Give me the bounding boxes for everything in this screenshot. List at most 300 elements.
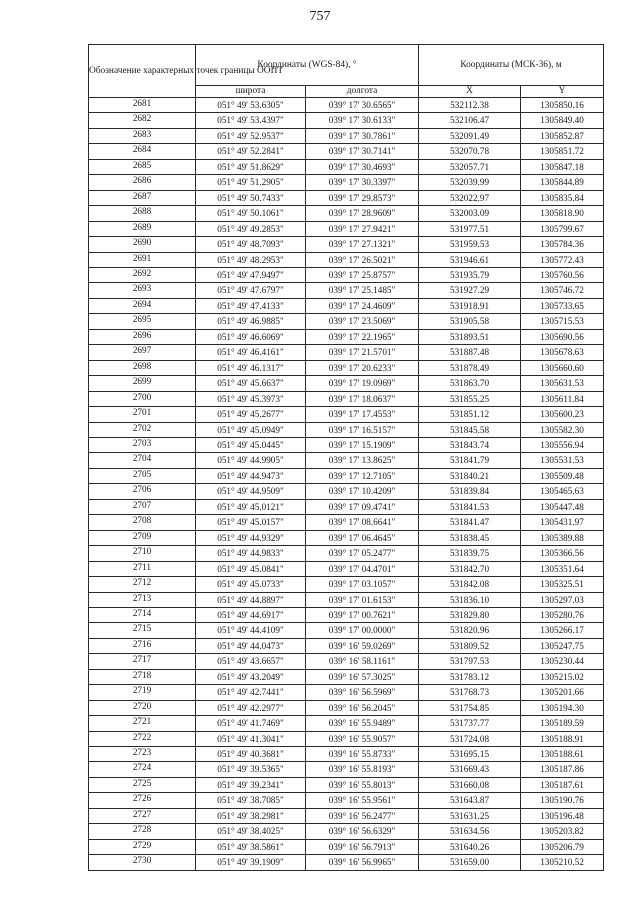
cell-x: 531842.08: [419, 577, 521, 592]
cell-latitude: 051° 49' 47.9497": [196, 267, 306, 282]
page-number: 757: [309, 9, 331, 24]
cell-point: 2719: [89, 685, 196, 700]
cell-latitude: 051° 49' 44.6917": [196, 607, 306, 622]
cell-point: 2694: [89, 298, 196, 313]
cell-x: 532106.47: [419, 113, 521, 128]
cell-x: 531887.48: [419, 345, 521, 360]
cell-x: 531845.58: [419, 422, 521, 437]
cell-point: 2723: [89, 747, 196, 762]
table-row: [89, 577, 604, 592]
cell-y: 1305297.03: [521, 592, 604, 607]
table-row: [89, 777, 604, 792]
cell-point: 2703: [89, 437, 196, 452]
cell-x: 531840.21: [419, 468, 521, 483]
table-row: [89, 484, 604, 499]
table-row: [89, 360, 604, 375]
cell-latitude: 051° 49' 46.6069": [196, 329, 306, 344]
table-row: [89, 716, 604, 731]
cell-latitude: 051° 49' 39.1909": [196, 855, 306, 870]
header-wgs84: Координаты (WGS-84), °: [196, 45, 419, 86]
cell-latitude: 051° 49' 44.9509": [196, 484, 306, 499]
cell-longitude: 039° 17' 25.8757": [306, 267, 419, 282]
cell-x: 532039.99: [419, 175, 521, 190]
cell-latitude: 051° 49' 44.0473": [196, 638, 306, 653]
cell-point: 2711: [89, 561, 196, 576]
cell-point: 2687: [89, 190, 196, 205]
cell-longitude: 039° 16' 55.9057": [306, 731, 419, 746]
cell-longitude: 039° 17' 12.7105": [306, 468, 419, 483]
cell-x: 531809.52: [419, 638, 521, 653]
cell-y: 1305582.30: [521, 422, 604, 437]
cell-point: 2681: [89, 98, 196, 113]
cell-latitude: 051° 49' 45.3973": [196, 391, 306, 406]
cell-point: 2692: [89, 267, 196, 282]
cell-point: 2684: [89, 144, 196, 159]
cell-longitude: 039° 17' 25.1485": [306, 283, 419, 298]
cell-longitude: 039° 16' 56.5969": [306, 685, 419, 700]
cell-y: 1305187.61: [521, 777, 604, 792]
cell-y: 1305325.51: [521, 577, 604, 592]
cell-point: 2691: [89, 252, 196, 267]
cell-longitude: 039° 17' 08.6641": [306, 515, 419, 530]
cell-point: 2717: [89, 654, 196, 669]
cell-point: 2697: [89, 345, 196, 360]
cell-latitude: 051° 49' 48.2953": [196, 252, 306, 267]
table-row: [89, 376, 604, 391]
cell-y: 1305760.56: [521, 267, 604, 282]
cell-x: 532070.78: [419, 144, 521, 159]
cell-y: 1305188.61: [521, 747, 604, 762]
table-row: [89, 221, 604, 236]
cell-y: 1305447.48: [521, 499, 604, 514]
cell-longitude: 039° 16' 56.9965": [306, 855, 419, 870]
table-row: [89, 345, 604, 360]
table-row: [89, 267, 604, 282]
cell-latitude: 051° 49' 50.1061": [196, 206, 306, 221]
cell-longitude: 039° 17' 03.1057": [306, 577, 419, 592]
cell-y: 1305431.97: [521, 515, 604, 530]
cell-longitude: 039° 17' 27.1321": [306, 237, 419, 252]
cell-point: 2725: [89, 777, 196, 792]
cell-y: 1305850.16: [521, 98, 604, 113]
cell-x: 532003.09: [419, 206, 521, 221]
header-latitude: широта: [196, 86, 306, 98]
cell-point: 2727: [89, 808, 196, 823]
table-row: [89, 638, 604, 653]
cell-y: 1305631.53: [521, 376, 604, 391]
table-row: [89, 669, 604, 684]
cell-y: 1305600.23: [521, 407, 604, 422]
table-row: [89, 700, 604, 715]
cell-longitude: 039° 17' 16.5157": [306, 422, 419, 437]
cell-x: 531878.49: [419, 360, 521, 375]
header-msk36: Координаты (МСК-36), м: [419, 45, 604, 86]
cell-x: 531820.96: [419, 623, 521, 638]
cell-point: 2706: [89, 484, 196, 499]
cell-x: 531768.73: [419, 685, 521, 700]
cell-y: 1305531.53: [521, 453, 604, 468]
cell-latitude: 051° 49' 41.7469": [196, 716, 306, 731]
cell-y: 1305266.17: [521, 623, 604, 638]
table-row: [89, 468, 604, 483]
table-row: [89, 422, 604, 437]
cell-x: 531797.53: [419, 654, 521, 669]
cell-longitude: 039° 17' 28.9609": [306, 206, 419, 221]
cell-latitude: 051° 49' 42.7441": [196, 685, 306, 700]
cell-x: 531836.10: [419, 592, 521, 607]
cell-y: 1305746.72: [521, 283, 604, 298]
cell-x: 532112.38: [419, 98, 521, 113]
cell-latitude: 051° 49' 52.9537": [196, 128, 306, 143]
cell-longitude: 039° 16' 56.2477": [306, 808, 419, 823]
cell-latitude: 051° 49' 45.6637": [196, 376, 306, 391]
cell-y: 1305799.67: [521, 221, 604, 236]
table-row: [89, 592, 604, 607]
cell-latitude: 051° 49' 40.3681": [196, 747, 306, 762]
cell-y: 1305556.94: [521, 437, 604, 452]
cell-x: 531977.51: [419, 221, 521, 236]
cell-longitude: 039° 17' 04.4701": [306, 561, 419, 576]
cell-y: 1305194.30: [521, 700, 604, 715]
header-y: Y: [521, 86, 604, 98]
table-row: [89, 144, 604, 159]
cell-longitude: 039° 16' 56.7913": [306, 839, 419, 854]
cell-y: 1305818.90: [521, 206, 604, 221]
cell-longitude: 039° 17' 23.5069": [306, 314, 419, 329]
cell-point: 2696: [89, 329, 196, 344]
cell-x: 531839.75: [419, 546, 521, 561]
cell-x: 531631.25: [419, 808, 521, 823]
cell-x: 532091.49: [419, 128, 521, 143]
cell-point: 2690: [89, 237, 196, 252]
cell-x: 531863.70: [419, 376, 521, 391]
cell-longitude: 039° 17' 21.5701": [306, 345, 419, 360]
cell-point: 2730: [89, 855, 196, 870]
cell-y: 1305465.63: [521, 484, 604, 499]
table-row: [89, 329, 604, 344]
cell-y: 1305733.65: [521, 298, 604, 313]
table-row: [89, 747, 604, 762]
boundary-coordinates-table: [88, 44, 604, 871]
cell-longitude: 039° 17' 01.6153": [306, 592, 419, 607]
cell-latitude: 051° 49' 46.1317": [196, 360, 306, 375]
cell-point: 2707: [89, 499, 196, 514]
cell-latitude: 051° 49' 39.5365": [196, 762, 306, 777]
cell-x: 531841.53: [419, 499, 521, 514]
table-row: [89, 839, 604, 854]
cell-y: 1305389.88: [521, 530, 604, 545]
cell-point: 2722: [89, 731, 196, 746]
cell-x: 531783.12: [419, 669, 521, 684]
cell-longitude: 039° 17' 26.5021": [306, 252, 419, 267]
cell-latitude: 051° 49' 51.8629": [196, 159, 306, 174]
cell-longitude: 039° 17' 24.4609": [306, 298, 419, 313]
cell-latitude: 051° 49' 39.2341": [196, 777, 306, 792]
cell-y: 1305852.87: [521, 128, 604, 143]
cell-x: 532057.71: [419, 159, 521, 174]
cell-latitude: 051° 49' 49.2853": [196, 221, 306, 236]
table-row: [89, 731, 604, 746]
cell-x: 531855.25: [419, 391, 521, 406]
cell-longitude: 039° 17' 19.0969": [306, 376, 419, 391]
cell-longitude: 039° 16' 59.0269": [306, 638, 419, 653]
cell-latitude: 051° 49' 44.8897": [196, 592, 306, 607]
cell-y: 1305772.43: [521, 252, 604, 267]
cell-point: 2712: [89, 577, 196, 592]
cell-x: 531935.79: [419, 267, 521, 282]
table-row: [89, 298, 604, 313]
cell-y: 1305215.02: [521, 669, 604, 684]
cell-y: 1305351.64: [521, 561, 604, 576]
cell-longitude: 039° 17' 00.7621": [306, 607, 419, 622]
cell-x: 531927.29: [419, 283, 521, 298]
cell-point: 2700: [89, 391, 196, 406]
cell-point: 2710: [89, 546, 196, 561]
table-row: [89, 391, 604, 406]
cell-x: 531851.12: [419, 407, 521, 422]
cell-latitude: 051° 49' 52.2841": [196, 144, 306, 159]
cell-x: 531946.61: [419, 252, 521, 267]
cell-y: 1305188.91: [521, 731, 604, 746]
table-row: [89, 623, 604, 638]
table-row: [89, 607, 604, 622]
cell-y: 1305210.52: [521, 855, 604, 870]
table-row: [89, 113, 604, 128]
cell-longitude: 039° 17' 18.0637": [306, 391, 419, 406]
cell-longitude: 039° 17' 13.8625": [306, 453, 419, 468]
cell-longitude: 039° 16' 55.9489": [306, 716, 419, 731]
cell-x: 531829.80: [419, 607, 521, 622]
cell-longitude: 039° 16' 58.1161": [306, 654, 419, 669]
cell-latitude: 051° 49' 45.0841": [196, 561, 306, 576]
cell-latitude: 051° 49' 45.2677": [196, 407, 306, 422]
cell-point: 2726: [89, 793, 196, 808]
cell-point: 2702: [89, 422, 196, 437]
table-row: [89, 515, 604, 530]
cell-y: 1305611.84: [521, 391, 604, 406]
cell-point: 2713: [89, 592, 196, 607]
cell-longitude: 039° 17' 06.4645": [306, 530, 419, 545]
cell-y: 1305247.75: [521, 638, 604, 653]
cell-point: 2686: [89, 175, 196, 190]
cell-y: 1305847.18: [521, 159, 604, 174]
table-row: [89, 561, 604, 576]
cell-y: 1305201.66: [521, 685, 604, 700]
cell-x: 531659.00: [419, 855, 521, 870]
table-row: [89, 175, 604, 190]
cell-y: 1305660.60: [521, 360, 604, 375]
table-row: [89, 499, 604, 514]
table-row: [89, 283, 604, 298]
cell-point: 2720: [89, 700, 196, 715]
cell-x: 531842.70: [419, 561, 521, 576]
table-body: [89, 98, 604, 871]
cell-x: 531841.79: [419, 453, 521, 468]
cell-point: 2682: [89, 113, 196, 128]
cell-y: 1305849.40: [521, 113, 604, 128]
cell-longitude: 039° 17' 20.6233": [306, 360, 419, 375]
cell-x: 531754.85: [419, 700, 521, 715]
table-row: [89, 685, 604, 700]
cell-latitude: 051° 49' 51.2905": [196, 175, 306, 190]
cell-x: 531724.08: [419, 731, 521, 746]
table-row: [89, 206, 604, 221]
cell-y: 1305366.56: [521, 546, 604, 561]
cell-point: 2728: [89, 824, 196, 839]
cell-latitude: 051° 49' 38.7085": [196, 793, 306, 808]
cell-x: 531669.43: [419, 762, 521, 777]
cell-longitude: 039° 16' 55.8733": [306, 747, 419, 762]
cell-longitude: 039° 17' 30.7141": [306, 144, 419, 159]
table-row: [89, 252, 604, 267]
cell-x: 532022.97: [419, 190, 521, 205]
cell-x: 531737.77: [419, 716, 521, 731]
cell-x: 531839.84: [419, 484, 521, 499]
cell-point: 2695: [89, 314, 196, 329]
cell-longitude: 039° 17' 15.1909": [306, 437, 419, 452]
header-longitude: долгота: [306, 86, 419, 98]
cell-longitude: 039° 16' 56.2045": [306, 700, 419, 715]
table-row: [89, 824, 604, 839]
table-row: [89, 98, 604, 113]
cell-point: 2704: [89, 453, 196, 468]
cell-latitude: 051° 49' 46.4161": [196, 345, 306, 360]
cell-longitude: 039° 17' 17.4553": [306, 407, 419, 422]
cell-x: 531838.45: [419, 530, 521, 545]
cell-point: 2698: [89, 360, 196, 375]
cell-point: 2689: [89, 221, 196, 236]
cell-latitude: 051° 49' 44.9473": [196, 468, 306, 483]
cell-longitude: 039° 16' 55.8193": [306, 762, 419, 777]
table-row: [89, 407, 604, 422]
cell-x: 531905.58: [419, 314, 521, 329]
cell-latitude: 051° 49' 43.6657": [196, 654, 306, 669]
cell-latitude: 051° 49' 45.0733": [196, 577, 306, 592]
cell-latitude: 051° 49' 47.4133": [196, 298, 306, 313]
header-x: X: [419, 86, 521, 98]
cell-point: 2683: [89, 128, 196, 143]
cell-point: 2721: [89, 716, 196, 731]
cell-latitude: 051° 49' 38.4025": [196, 824, 306, 839]
table-row: [89, 128, 604, 143]
cell-y: 1305844.89: [521, 175, 604, 190]
cell-longitude: 039° 17' 27.9421": [306, 221, 419, 236]
cell-y: 1305189.59: [521, 716, 604, 731]
cell-y: 1305203.82: [521, 824, 604, 839]
table-row: [89, 314, 604, 329]
cell-longitude: 039° 17' 22.1965": [306, 329, 419, 344]
table-row: [89, 793, 604, 808]
cell-y: 1305715.53: [521, 314, 604, 329]
cell-point: 2709: [89, 530, 196, 545]
cell-longitude: 039° 17' 29.8573": [306, 190, 419, 205]
cell-y: 1305280.76: [521, 607, 604, 622]
cell-latitude: 051° 49' 47.6797": [196, 283, 306, 298]
cell-longitude: 039° 17' 05.2477": [306, 546, 419, 561]
cell-point: 2729: [89, 839, 196, 854]
cell-y: 1305196.48: [521, 808, 604, 823]
cell-point: 2715: [89, 623, 196, 638]
cell-latitude: 051° 49' 44.4109": [196, 623, 306, 638]
cell-latitude: 051° 49' 44.9329": [196, 530, 306, 545]
cell-y: 1305690.56: [521, 329, 604, 344]
cell-point: 2685: [89, 159, 196, 174]
cell-longitude: 039° 17' 09.4741": [306, 499, 419, 514]
cell-latitude: 051° 49' 43.2049": [196, 669, 306, 684]
cell-longitude: 039° 16' 55.8013": [306, 777, 419, 792]
cell-longitude: 039° 17' 30.7861": [306, 128, 419, 143]
header-point-designation: Обозначение характерных точек границы ООПТ: [89, 45, 196, 98]
cell-latitude: 051° 49' 38.2981": [196, 808, 306, 823]
cell-latitude: 051° 49' 45.0949": [196, 422, 306, 437]
cell-x: 531893.51: [419, 329, 521, 344]
table-row: [89, 855, 604, 870]
cell-point: 2701: [89, 407, 196, 422]
cell-y: 1305509.48: [521, 468, 604, 483]
cell-y: 1305851.72: [521, 144, 604, 159]
cell-latitude: 051° 49' 48.7093": [196, 237, 306, 252]
cell-y: 1305206.79: [521, 839, 604, 854]
cell-x: 531843.74: [419, 437, 521, 452]
cell-point: 2724: [89, 762, 196, 777]
cell-x: 531634.56: [419, 824, 521, 839]
cell-longitude: 039° 17' 30.6565": [306, 98, 419, 113]
cell-latitude: 051° 49' 53.4397": [196, 113, 306, 128]
cell-longitude: 039° 17' 00.0000": [306, 623, 419, 638]
cell-point: 2705: [89, 468, 196, 483]
cell-point: 2714: [89, 607, 196, 622]
cell-point: 2699: [89, 376, 196, 391]
cell-y: 1305230.44: [521, 654, 604, 669]
cell-latitude: 051° 49' 45.0157": [196, 515, 306, 530]
cell-x: 531695.15: [419, 747, 521, 762]
table-row: [89, 546, 604, 561]
cell-y: 1305187.86: [521, 762, 604, 777]
cell-latitude: 051° 49' 45.0445": [196, 437, 306, 452]
cell-latitude: 051° 49' 45.0121": [196, 499, 306, 514]
table-row: [89, 530, 604, 545]
cell-point: 2688: [89, 206, 196, 221]
cell-latitude: 051° 49' 38.5861": [196, 839, 306, 854]
cell-y: 1305678.63: [521, 345, 604, 360]
cell-latitude: 051° 49' 50.7433": [196, 190, 306, 205]
cell-y: 1305835.84: [521, 190, 604, 205]
cell-latitude: 051° 49' 46.9885": [196, 314, 306, 329]
table-row: [89, 437, 604, 452]
cell-x: 531660.08: [419, 777, 521, 792]
table-row: [89, 453, 604, 468]
table-row: [89, 237, 604, 252]
cell-longitude: 039° 17' 10.4209": [306, 484, 419, 499]
cell-longitude: 039° 16' 56.6329": [306, 824, 419, 839]
cell-point: 2708: [89, 515, 196, 530]
table-row: [89, 159, 604, 174]
table-row: [89, 808, 604, 823]
table-row: [89, 762, 604, 777]
cell-longitude: 039° 16' 55.9561": [306, 793, 419, 808]
cell-y: 1305784.36: [521, 237, 604, 252]
cell-longitude: 039° 17' 30.3397": [306, 175, 419, 190]
cell-point: 2718: [89, 669, 196, 684]
cell-x: 531959.53: [419, 237, 521, 252]
cell-point: 2693: [89, 283, 196, 298]
cell-latitude: 051° 49' 53.6305": [196, 98, 306, 113]
cell-latitude: 051° 49' 44.9833": [196, 546, 306, 561]
cell-x: 531918.91: [419, 298, 521, 313]
cell-latitude: 051° 49' 42.2977": [196, 700, 306, 715]
cell-latitude: 051° 49' 44.9905": [196, 453, 306, 468]
cell-x: 531643.87: [419, 793, 521, 808]
